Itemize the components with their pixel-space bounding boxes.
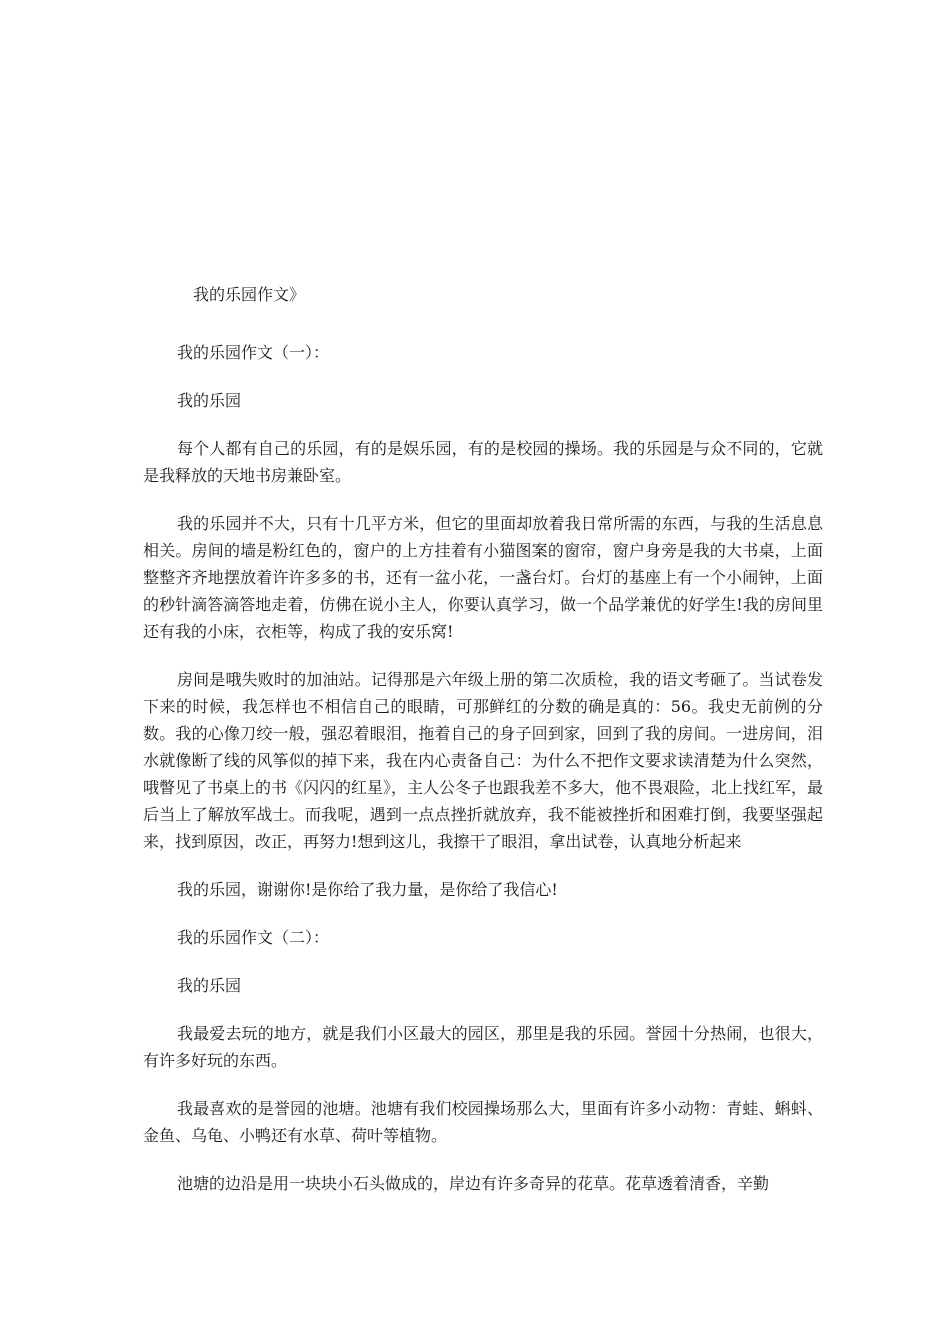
paragraph: 我最爱去玩的地方，就是我们小区最大的园区，那里是我的乐园。誉园十分热闹，也很大，有许多好玩的东西。 <box>143 1024 823 1070</box>
paragraph: 我的乐园，谢谢你!是你给了我力量，是你给了我信心! <box>177 880 558 899</box>
section-two-heading: 我的乐园作文（二）： <box>177 928 330 947</box>
paragraph: 房间是哦失败时的加油站。记得那是六年级上册的第二次质检，我的语文考砸了。当试卷发下来的时候，我怎样也不相信自己的眼睛，可那鲜红的分数的确是真的：56。我史无前例的分数。我的心像刀绞一般，强忍着眼泪，拖着自己的身子回到家，回到了我的房间。一进房间，泪水就像断了线的风筝似的掉下来，我在内心责备自己：为什么不把作文要求读清楚为什么突然，哦瞥见了书桌上的书《闪闪的红星》，主人公冬子也跟我差不多大，他不畏艰险，北上找红军，最后当上了解放军战士。而我呢，遇到一点点挫折就放弃，我不能被挫折和困难打倒，我要坚强起来，找到原因，改正，再努力!想到这儿，我擦干了眼泪，拿出试卷，认真地分析起来 <box>143 670 824 851</box>
paragraph: 池塘的边沿是用一块块小石头做成的，岸边有许多奇异的花草。花草透着清香，辛勤 <box>177 1174 770 1193</box>
section-one-heading: 我的乐园作文（一）： <box>177 343 330 362</box>
paragraph: 每个人都有自己的乐园，有的是娱乐园，有的是校园的操场。我的乐园是与众不同的，它就是我释放的天地书房兼卧室。 <box>143 439 823 485</box>
paragraph: 我最喜欢的是誉园的池塘。池塘有我们校园操场那么大，里面有许多小动物：青蛙、蝌蚪、金鱼、乌龟、小鸭还有水草、荷叶等植物。 <box>143 1099 823 1145</box>
paragraph: 我的乐园并不大，只有十几平方米，但它的里面却放着我日常所需的东西，与我的生活息息相关。房间的墙是粉红色的，窗户的上方挂着有小猫图案的窗帘，窗户身旁是我的大书桌，上面整整齐齐地摆放着许许多多的书，还有一盆小花，一盏台灯。台灯的基座上有一个小闹钟，上面的秒针滴答滴答地走着，仿佛在说小主人，你要认真学习，做一个品学兼优的好学生!我的房间里还有我的小床，衣柜等，构成了我的安乐窝! <box>143 514 823 641</box>
document-title: 我的乐园作文》 <box>193 285 306 304</box>
document-body <box>143 280 823 1197</box>
section-two-subtitle: 我的乐园 <box>177 976 242 995</box>
section-one-subtitle: 我的乐园 <box>177 391 242 410</box>
